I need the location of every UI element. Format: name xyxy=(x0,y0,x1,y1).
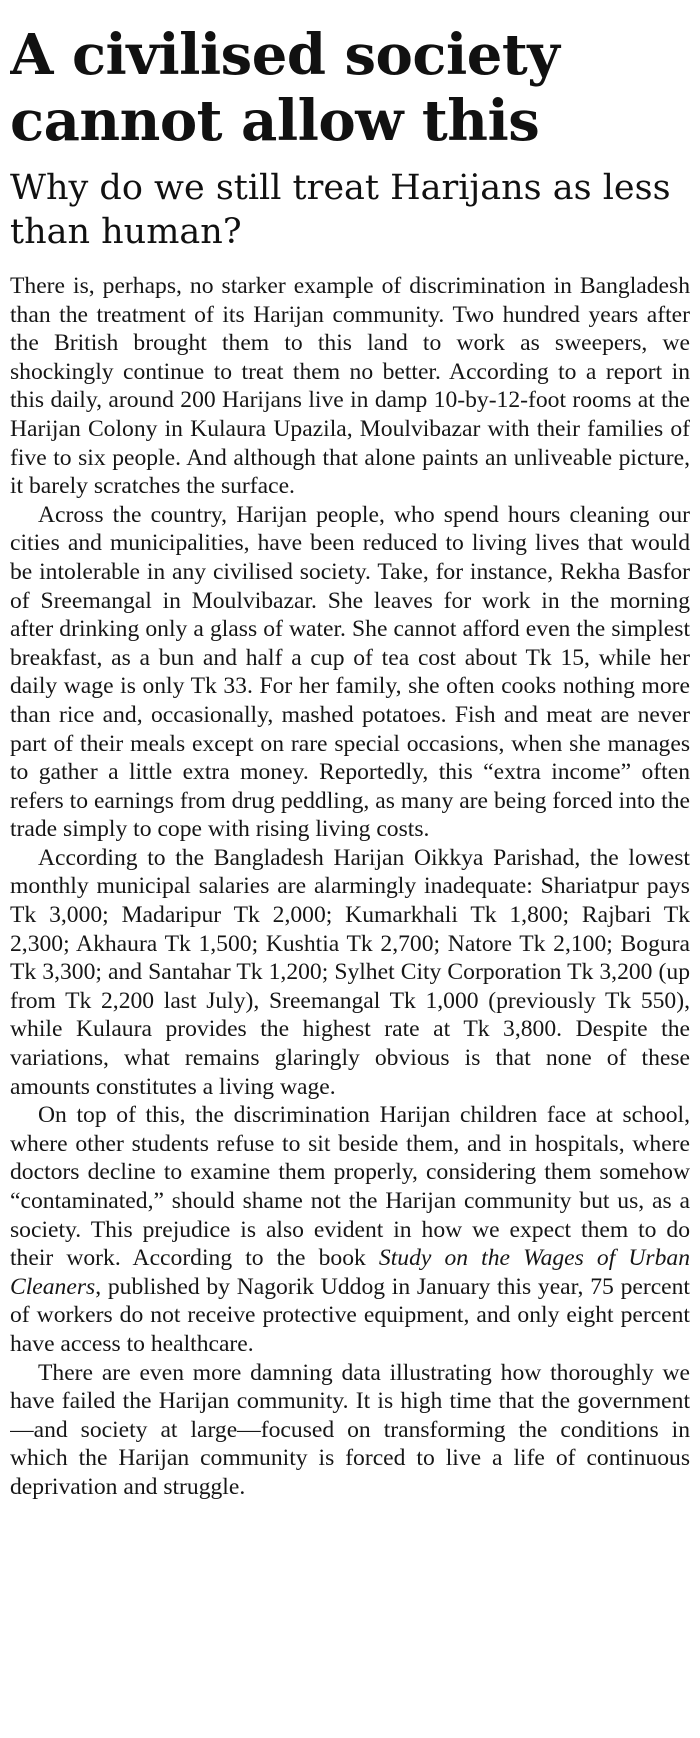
paragraph-4-text-after: , published by Nagorik Uddog in January this year, 75 percent of workers do not receive protective equipment, and only eight percent have access to healthcare. xyxy=(10,1273,690,1357)
paragraph-4 xyxy=(10,1101,690,1358)
book-title: Study on the Wages of Urban Cleaners xyxy=(10,1245,690,1300)
paragraph-1: There is, perhaps, no starker example of discrimination in Bangladesh than the treatment of its Harijan community. Two hundred years after the British brought them to this land to work as sweepers, we shockingly continue to treat them no better. According to a report in this daily, around 200 Harijans live in damp 10-by-12-foot rooms at the Harijan Colony in Kulaura Upazila, Moulvibazar with their families of five to six people. And although that alone paints an unliveable picture, it barely scratches the surface. xyxy=(10,273,690,500)
headline: A civilised society cannot allow this xyxy=(10,22,560,154)
editorial-article xyxy=(10,0,690,1738)
paragraph-3: According to the Bangladesh Harijan Oikkya Parishad, the lowest monthly municipal salaries are alarmingly inadequate: Shariatpur pays Tk 3,000; Madaripur Tk 2,000; Kumarkhali Tk 1,800; Rajbari Tk 2,300; Akhaura Tk 1,500; Kushtia Tk 2,700; Natore Tk 2,100; Bogura Tk 3,300; and Santahar Tk 1,200; Sylhet City Corporation Tk 3,200 (up from Tk 2,200 last July), Sreemangal Tk 1,000 (previously Tk 550), while Kulaura provides the highest rate at Tk 3,800. Despite the variations, what remains glaringly obvious is that none of these amounts constitutes a living wage. xyxy=(10,844,690,1100)
article-body xyxy=(10,272,690,1502)
paragraph-2: Across the country, Harijan people, who spend hours cleaning our cities and municipalities, have been reduced to living lives that would be intolerable in any civilised society. Take, for instance, Rekha Basfor of Sreemangal in Moulvibazar. She leaves for work in the morning after drinking only a glass of water. She cannot afford even the simplest breakfast, as a bun and half a cup of tea cost about Tk 15, while her daily wage is only Tk 33. For her family, she often cooks nothing more than rice and, occasionally, mashed potatoes. Fish and meat are never part of their meals except on rare special occasions, when she manages to gather a little extra money. Reportedly, this “extra income” often refers to earnings from drug peddling, as many are being forced into the trade simply to cope with rising living costs. xyxy=(10,501,690,843)
paragraph-4-text-before: On top of this, the discrimination Harijan children face at school, where other students refuse to sit beside them, and in hospitals, where doctors decline to examine them properly, considering them somehow “contaminated,” should shame not the Harijan community but us, as a society. This prejudice is also evident in how we expect them to do their work. According to the book xyxy=(10,1102,690,1272)
paragraph-5: There are even more damning data illustrating how thoroughly we have failed the Harijan community. It is high time that the government—and society at large—focused on transforming the conditions in which the Harijan community is forced to live a life of continuous deprivation and struggle. xyxy=(10,1359,690,1500)
subheadline: Why do we still treat Harijans as less than human? xyxy=(10,168,671,252)
